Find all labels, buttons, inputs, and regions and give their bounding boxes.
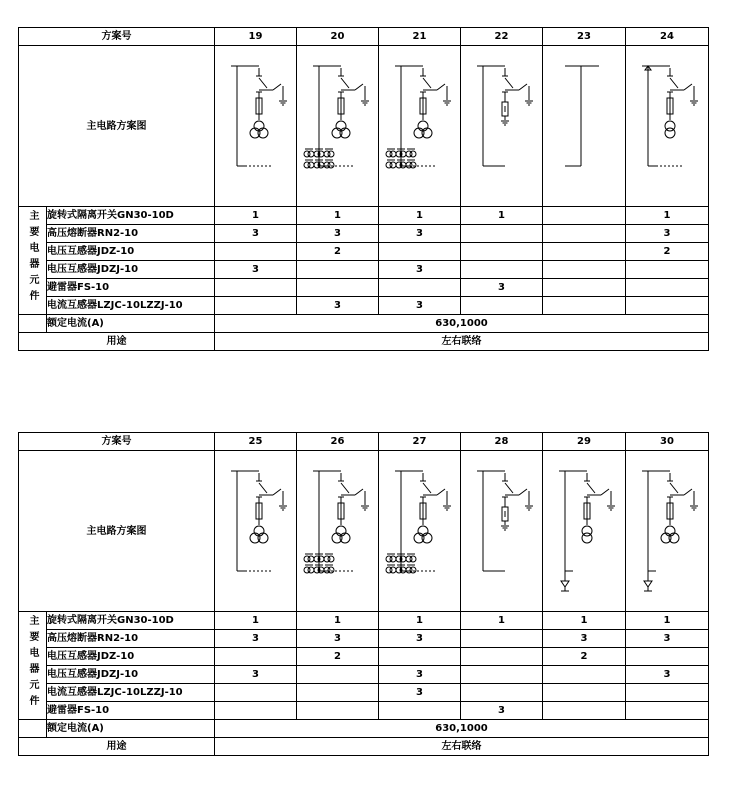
component-qty — [543, 684, 626, 702]
scheme-number: 26 — [297, 433, 379, 451]
component-name: 避雷器FS-10 — [47, 702, 215, 720]
single-line-diagram — [379, 451, 461, 611]
component-qty: 3 — [461, 279, 543, 297]
scheme-number: 30 — [626, 433, 709, 451]
ct-icon — [328, 151, 334, 157]
scheme-number: 25 — [215, 433, 297, 451]
isolator-blade — [423, 78, 431, 88]
scheme-table-2 — [18, 432, 709, 756]
earth-switch-blade — [684, 489, 692, 495]
ct-icon — [410, 151, 416, 157]
ct-icon — [328, 162, 334, 168]
scheme-number: 28 — [461, 433, 543, 451]
component-qty — [543, 666, 626, 684]
earth-switch-blade — [684, 84, 692, 90]
component-group-label — [19, 207, 47, 315]
circuit-diagram — [543, 451, 626, 612]
ct-icon — [328, 556, 334, 562]
component-qty — [379, 279, 461, 297]
component-qty — [543, 279, 626, 297]
component-qty — [461, 648, 543, 666]
component-qty — [297, 684, 379, 702]
component-qty: 3 — [379, 297, 461, 315]
single-line-diagram — [626, 46, 708, 206]
earth-switch-blade — [273, 84, 281, 90]
component-qty — [543, 225, 626, 243]
component-name: 高压熔断器RN2-10 — [47, 630, 215, 648]
ct-icon — [410, 556, 416, 562]
component-name: 旋转式隔离开关GN30-10D — [47, 207, 215, 225]
component-qty: 1 — [379, 207, 461, 225]
earth-switch-blade — [519, 84, 527, 90]
component-qty: 3 — [379, 666, 461, 684]
component-qty: 3 — [461, 702, 543, 720]
single-line-diagram — [297, 451, 379, 611]
component-qty: 3 — [626, 666, 709, 684]
component-qty — [626, 261, 709, 279]
component-qty: 1 — [461, 612, 543, 630]
component-qty — [297, 666, 379, 684]
group-label-text: 主要电器元件 — [27, 210, 38, 306]
component-qty: 3 — [543, 630, 626, 648]
scheme-number: 20 — [297, 28, 379, 46]
single-line-diagram — [215, 46, 297, 206]
component-qty — [461, 297, 543, 315]
single-line-diagram — [461, 451, 543, 611]
blank-cell — [19, 315, 47, 333]
ct-icon — [308, 556, 314, 562]
rated-current-label: 额定电流(A) — [47, 720, 215, 738]
component-qty — [215, 684, 297, 702]
isolator-blade — [341, 78, 349, 88]
diagram-label: 主电路方案图 — [19, 46, 215, 207]
isolator-blade — [341, 483, 349, 493]
scheme-no-label: 方案号 — [19, 28, 215, 46]
single-line-diagram — [215, 451, 297, 611]
component-qty — [543, 702, 626, 720]
component-qty — [297, 702, 379, 720]
component-qty — [461, 684, 543, 702]
usage-value: 左右联络 — [215, 738, 709, 756]
ct-icon — [410, 162, 416, 168]
isolator-blade — [423, 483, 431, 493]
single-line-diagram — [543, 46, 625, 206]
isolator-blade — [259, 483, 267, 493]
circuit-diagram — [215, 451, 297, 612]
ct-icon — [410, 567, 416, 573]
component-qty: 3 — [626, 225, 709, 243]
component-qty — [379, 702, 461, 720]
arrester-icon — [561, 581, 569, 587]
earth-switch-blade — [437, 84, 445, 90]
component-qty — [461, 261, 543, 279]
component-qty: 3 — [297, 225, 379, 243]
earth-switch-blade — [355, 489, 363, 495]
isolator-blade — [670, 78, 678, 88]
circuit-diagram — [461, 46, 543, 207]
component-qty: 3 — [379, 630, 461, 648]
component-qty — [626, 297, 709, 315]
component-name: 电压互感器JDZJ-10 — [47, 261, 215, 279]
component-qty: 1 — [297, 207, 379, 225]
component-qty: 2 — [297, 648, 379, 666]
rated-current-value: 630,1000 — [215, 315, 709, 333]
ct-icon — [308, 567, 314, 573]
component-qty — [215, 279, 297, 297]
earth-switch-blade — [355, 84, 363, 90]
component-qty: 3 — [215, 225, 297, 243]
component-qty: 1 — [215, 207, 297, 225]
component-qty — [543, 297, 626, 315]
usage-label: 用途 — [19, 333, 215, 351]
ct-icon — [390, 556, 396, 562]
circuit-diagram — [543, 46, 626, 207]
transformer-icon — [665, 128, 675, 138]
ct-icon — [390, 151, 396, 157]
scheme-number: 27 — [379, 433, 461, 451]
component-qty — [461, 243, 543, 261]
circuit-diagram — [379, 451, 461, 612]
component-qty: 3 — [379, 261, 461, 279]
ct-icon — [390, 567, 396, 573]
scheme-number: 29 — [543, 433, 626, 451]
component-qty — [543, 243, 626, 261]
group-label-text: 主要电器元件 — [27, 615, 38, 711]
earth-switch-blade — [437, 489, 445, 495]
scheme-number: 21 — [379, 28, 461, 46]
single-line-diagram — [461, 46, 543, 206]
component-qty: 3 — [379, 225, 461, 243]
component-qty: 2 — [626, 243, 709, 261]
component-qty — [215, 648, 297, 666]
component-qty: 3 — [215, 261, 297, 279]
component-qty: 1 — [461, 207, 543, 225]
single-line-diagram — [626, 451, 708, 611]
component-name: 避雷器FS-10 — [47, 279, 215, 297]
component-qty: 3 — [626, 630, 709, 648]
circuit-diagram — [215, 46, 297, 207]
circuit-diagram — [297, 451, 379, 612]
component-qty — [626, 279, 709, 297]
earth-switch-blade — [601, 489, 609, 495]
ct-icon — [328, 567, 334, 573]
component-qty — [626, 702, 709, 720]
component-name: 高压熔断器RN2-10 — [47, 225, 215, 243]
scheme-number: 22 — [461, 28, 543, 46]
transformer-icon — [582, 533, 592, 543]
ct-icon — [390, 162, 396, 168]
single-line-diagram — [297, 46, 379, 206]
circuit-diagram — [626, 46, 709, 207]
circuit-diagram — [461, 451, 543, 612]
scheme-number: 19 — [215, 28, 297, 46]
component-qty — [461, 225, 543, 243]
earth-switch-blade — [519, 489, 527, 495]
component-qty — [297, 279, 379, 297]
diagram-label: 主电路方案图 — [19, 451, 215, 612]
scheme-no-label: 方案号 — [19, 433, 215, 451]
isolator-blade — [505, 78, 513, 88]
earth-switch-blade — [273, 489, 281, 495]
component-qty: 1 — [543, 612, 626, 630]
scheme-number: 23 — [543, 28, 626, 46]
ct-icon — [308, 151, 314, 157]
rated-current-label: 额定电流(A) — [47, 315, 215, 333]
component-name: 旋转式隔离开关GN30-10D — [47, 612, 215, 630]
usage-value: 左右联络 — [215, 333, 709, 351]
isolator-blade — [587, 483, 595, 493]
component-qty: 1 — [626, 207, 709, 225]
component-qty — [461, 666, 543, 684]
component-qty: 3 — [379, 684, 461, 702]
component-qty — [543, 207, 626, 225]
scheme-table-1 — [18, 27, 709, 351]
isolator-blade — [670, 483, 678, 493]
component-qty — [215, 702, 297, 720]
component-group-label — [19, 612, 47, 720]
component-qty — [626, 684, 709, 702]
component-qty — [626, 648, 709, 666]
blank-cell — [19, 720, 47, 738]
component-qty: 1 — [626, 612, 709, 630]
component-name: 电流互感器LZJC-10LZZJ-10 — [47, 684, 215, 702]
component-name: 电流互感器LZJC-10LZZJ-10 — [47, 297, 215, 315]
component-qty — [297, 261, 379, 279]
component-name: 电压互感器JDZ-10 — [47, 243, 215, 261]
component-qty: 3 — [297, 630, 379, 648]
component-qty: 3 — [215, 666, 297, 684]
arrester-icon — [644, 581, 652, 587]
single-line-diagram — [543, 451, 625, 611]
component-qty — [461, 630, 543, 648]
component-qty — [215, 243, 297, 261]
component-qty: 3 — [215, 630, 297, 648]
component-qty: 1 — [297, 612, 379, 630]
component-qty — [379, 648, 461, 666]
rated-current-value: 630,1000 — [215, 720, 709, 738]
component-qty: 3 — [297, 297, 379, 315]
component-qty: 2 — [543, 648, 626, 666]
component-qty — [215, 297, 297, 315]
circuit-diagram — [297, 46, 379, 207]
circuit-diagram — [379, 46, 461, 207]
isolator-blade — [259, 78, 267, 88]
component-name: 电压互感器JDZ-10 — [47, 648, 215, 666]
component-qty — [543, 261, 626, 279]
ct-icon — [308, 162, 314, 168]
circuit-diagram — [626, 451, 709, 612]
component-qty: 2 — [297, 243, 379, 261]
component-name: 电压互感器JDZJ-10 — [47, 666, 215, 684]
component-qty: 1 — [379, 612, 461, 630]
scheme-number: 24 — [626, 28, 709, 46]
isolator-blade — [505, 483, 513, 493]
usage-label: 用途 — [19, 738, 215, 756]
component-qty — [379, 243, 461, 261]
component-qty: 1 — [215, 612, 297, 630]
single-line-diagram — [379, 46, 461, 206]
